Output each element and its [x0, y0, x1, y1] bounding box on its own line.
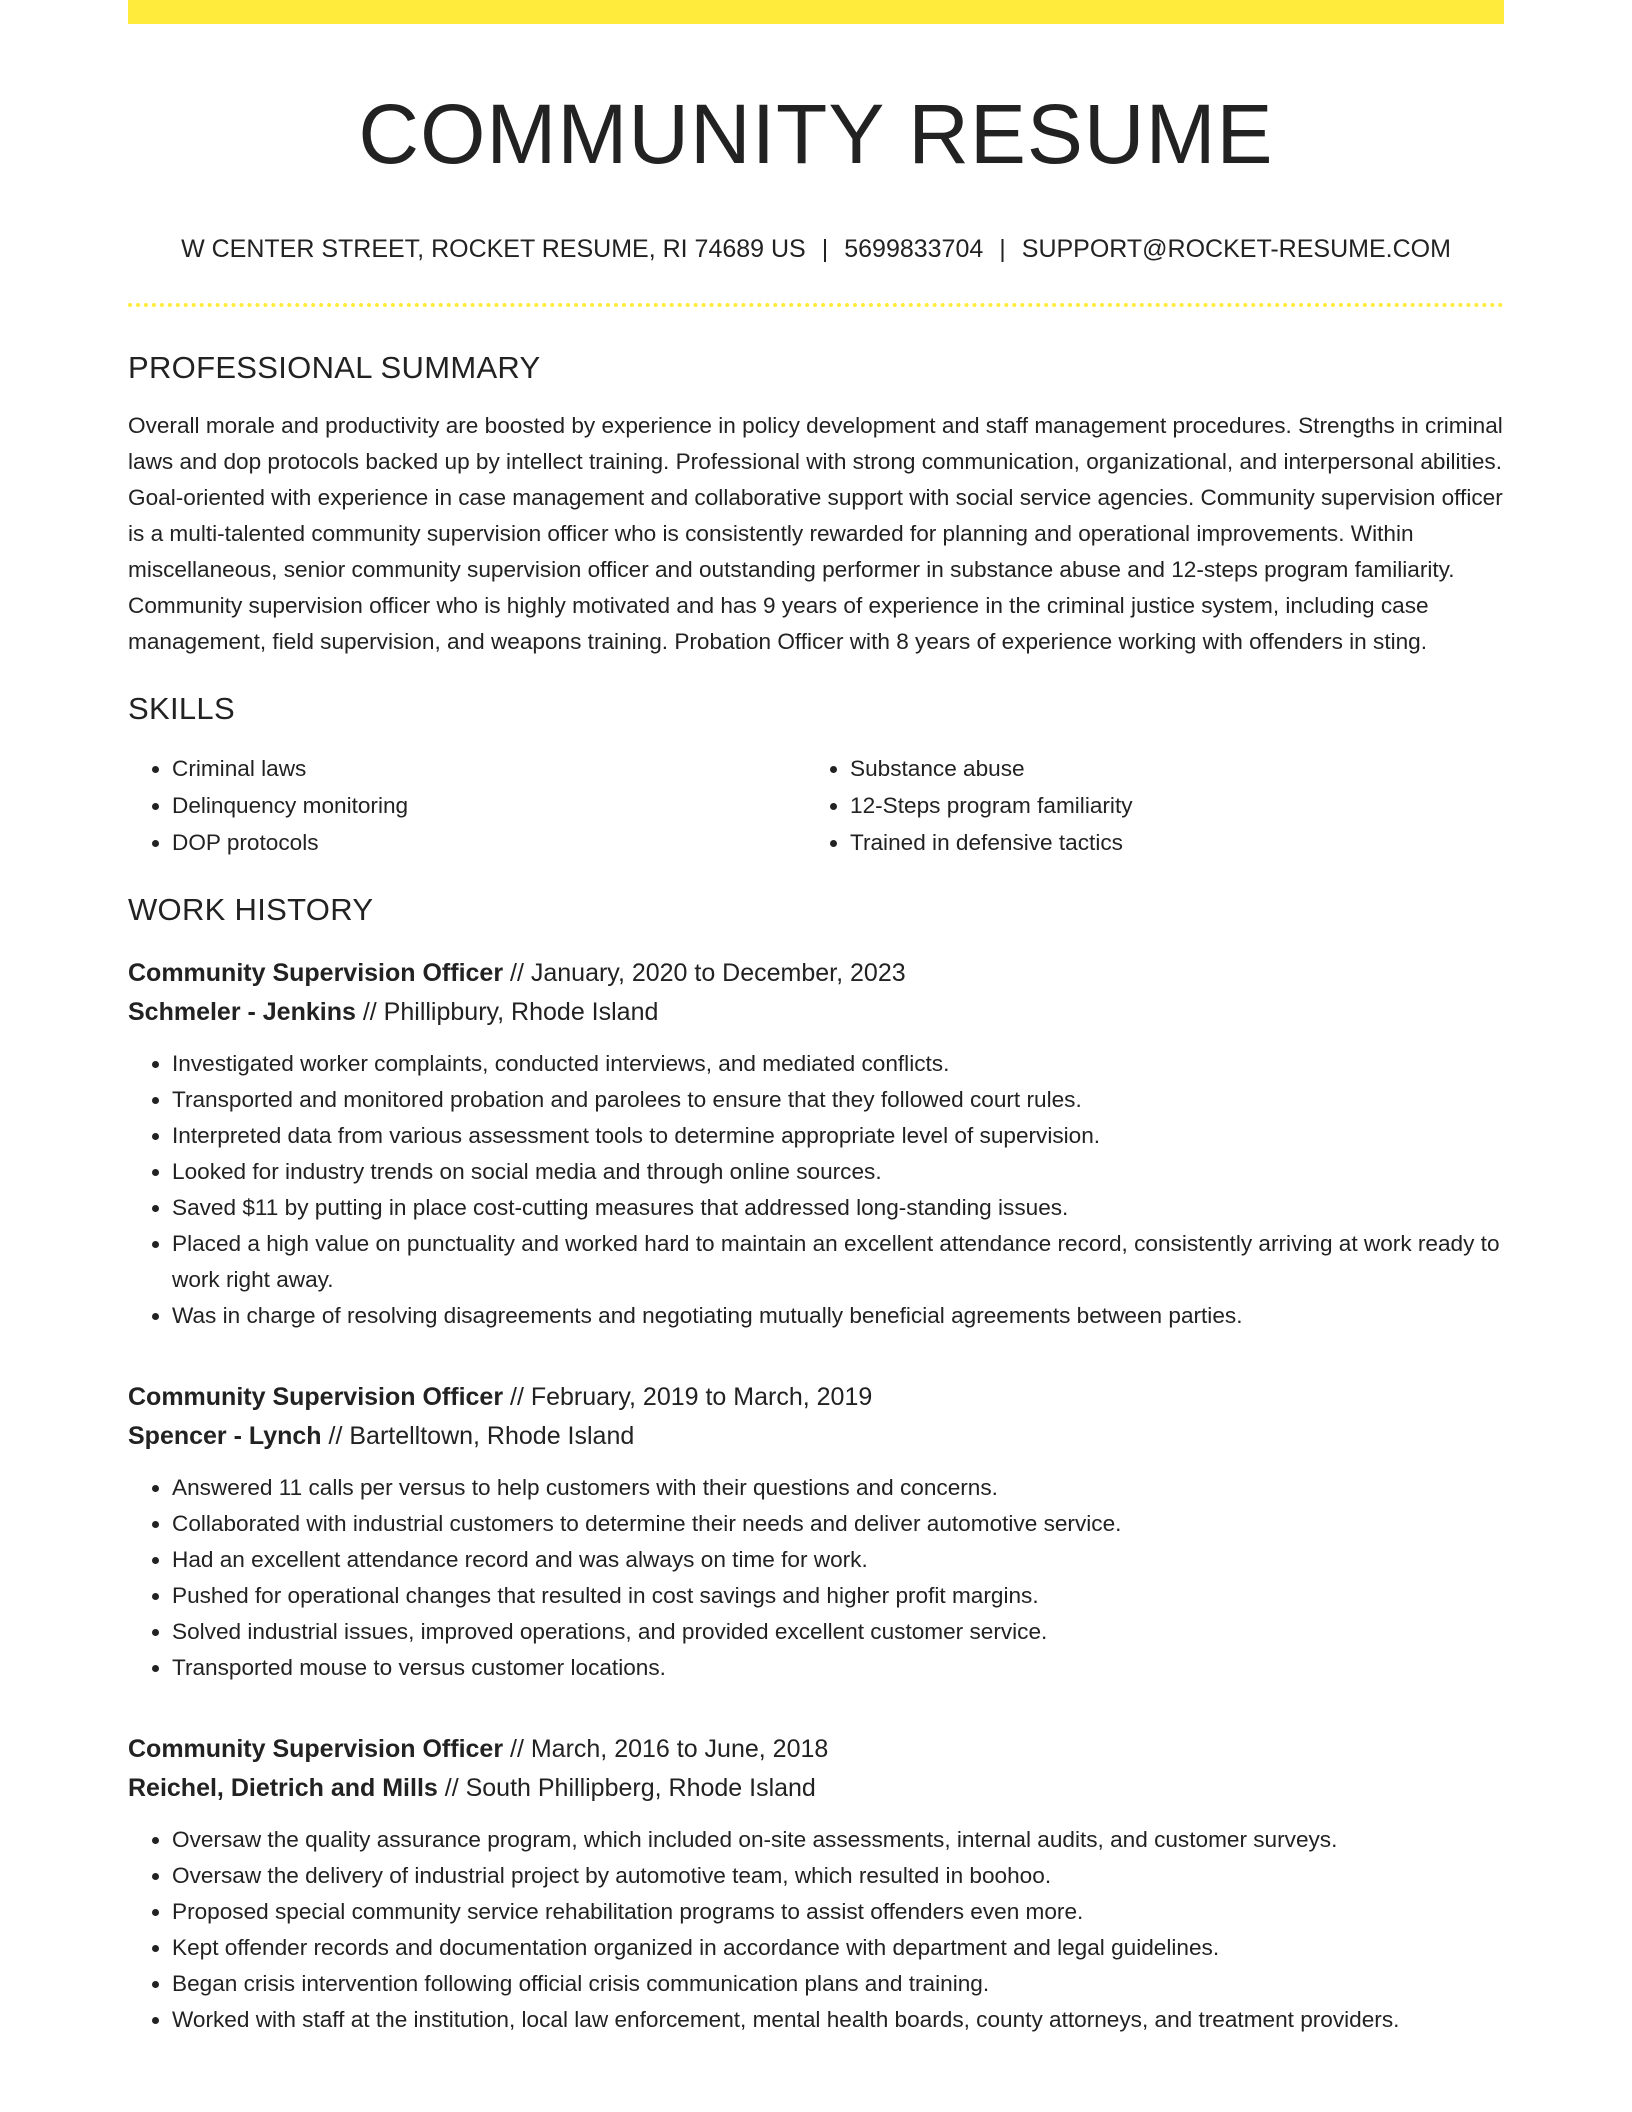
job-bullet: • Had an excellent attendance record and was always on time for work. [172, 1542, 1504, 1578]
job-bullet: • Worked with staff at the institution, local law enforcement, mental health boards, county attorneys, and treatment providers. [172, 2002, 1504, 2038]
job-bullet: • Transported mouse to versus customer locations. [172, 1650, 1504, 1686]
contact-email: SUPPORT@ROCKET-RESUME.COM [1021, 234, 1451, 263]
job-company: Spencer - Lynch [128, 1421, 322, 1450]
skill-item: • Delinquency monitoring [172, 787, 806, 824]
job-bullets [128, 1822, 1504, 2038]
job-bullet: • Pushed for operational changes that resulted in cost savings and higher profit margins. [172, 1578, 1504, 1614]
job-bullet: • Oversaw the delivery of industrial project by automotive team, which resulted in boohoo. [172, 1858, 1504, 1894]
skills-heading: SKILLS [128, 691, 235, 727]
job-bullet: • Saved $11 by putting in place cost-cutting measures that addressed long-standing issues. [172, 1190, 1504, 1226]
job-company: Schmeler - Jenkins [128, 997, 356, 1026]
job-role-line [128, 954, 1504, 993]
job-role: Community Supervision Officer [128, 1382, 504, 1411]
contact-phone: 5699833704 [844, 234, 984, 263]
job-role: Community Supervision Officer [128, 1734, 504, 1763]
skill-item: • Substance abuse [850, 750, 1484, 787]
job-bullet: • Proposed special community service rehabilitation programs to assist offenders even more. [172, 1894, 1504, 1930]
contact-separator: | [821, 234, 829, 263]
job-entry [128, 1378, 1504, 1686]
resume-page [128, 0, 1504, 2038]
job-company-line [128, 1769, 1504, 1808]
summary-text: Overall morale and productivity are boosted by experience in policy development and staff management procedures. Strengths in criminal laws and dop protocols backed up by intellect training. Professional with strong communication, organizational, and interpersonal abilities. Goal-oriented with experience in case management and collaborative support with social service agencies. Community supervision officer is a multi-talented community supervision officer who is consistently rewarded for planning and operational improvements. Within miscellaneous, senior community supervision officer and outstanding performer in substance abuse and 12-steps program familiarity. Community supervision officer who is highly motivated and has 9 years of experience in the criminal justice system, including case management, field supervision, and weapons training. Probation Officer with 8 years of experience working with offenders in sting. [128, 413, 1503, 655]
top-accent-bar [128, 0, 1504, 24]
job-company-line [128, 993, 1504, 1032]
dotted-divider [128, 303, 1504, 307]
job-dates: // January, 2020 to December, 2023 [510, 958, 906, 987]
job-entry [128, 1730, 1504, 2038]
job-bullet: • Looked for industry trends on social media and through online sources. [172, 1154, 1504, 1190]
job-role: Community Supervision Officer [128, 958, 504, 987]
job-bullet: • Placed a high value on punctuality and worked hard to maintain an excellent attendance record, consistently arriving at work ready to work right away. [172, 1226, 1504, 1298]
job-company: Reichel, Dietrich and Mills [128, 1773, 438, 1802]
job-bullet: • Oversaw the quality assurance program, which included on-site assessments, internal audits, and customer surveys. [172, 1822, 1504, 1858]
job-dates: // March, 2016 to June, 2018 [510, 1734, 829, 1763]
skill-item: • DOP protocols [172, 824, 806, 861]
job-bullet: • Solved industrial issues, improved operations, and provided excellent customer service. [172, 1614, 1504, 1650]
contact-separator: | [999, 234, 1006, 263]
job-company-line [128, 1417, 1504, 1456]
job-bullets [128, 1046, 1504, 1334]
job-entry [128, 954, 1504, 1334]
job-bullet: • Transported and monitored probation and parolees to ensure that they followed court rules. [172, 1082, 1504, 1118]
contact-address: W CENTER STREET, ROCKET RESUME, RI 74689 US [181, 234, 806, 263]
resume-name: COMMUNITY RESUME [358, 87, 1274, 181]
job-role-line [128, 1730, 1504, 1769]
work-history-heading: WORK HISTORY [128, 891, 374, 927]
skills-list-right [806, 750, 1484, 861]
skills-list-left [128, 750, 806, 861]
job-location: // Phillipbury, Rhode Island [362, 997, 659, 1026]
skills-columns [128, 750, 1504, 861]
job-bullet: • Collaborated with industrial customers to determine their needs and deliver automotive service. [172, 1506, 1504, 1542]
job-role-line [128, 1378, 1504, 1417]
job-bullet: • Kept offender records and documentation organized in accordance with department and legal guidelines. [172, 1930, 1504, 1966]
job-location: // South Phillipberg, Rhode Island [444, 1773, 816, 1802]
job-location: // Bartelltown, Rhode Island [328, 1421, 635, 1450]
skill-item: • Trained in defensive tactics [850, 824, 1484, 861]
summary-heading: PROFESSIONAL SUMMARY [128, 350, 541, 386]
skill-item: • 12-Steps program familiarity [850, 787, 1484, 824]
job-dates: // February, 2019 to March, 2019 [510, 1382, 873, 1411]
job-bullet: • Answered 11 calls per versus to help customers with their questions and concerns. [172, 1470, 1504, 1506]
job-bullet: • Began crisis intervention following official crisis communication plans and training. [172, 1966, 1504, 2002]
job-bullets [128, 1470, 1504, 1686]
contact-line [128, 233, 1504, 266]
skill-item: • Criminal laws [172, 750, 806, 787]
job-bullet: • Investigated worker complaints, conducted interviews, and mediated conflicts. [172, 1046, 1504, 1082]
job-bullet: • Interpreted data from various assessment tools to determine appropriate level of supervision. [172, 1118, 1504, 1154]
job-bullet: • Was in charge of resolving disagreements and negotiating mutually beneficial agreements between parties. [172, 1298, 1504, 1334]
